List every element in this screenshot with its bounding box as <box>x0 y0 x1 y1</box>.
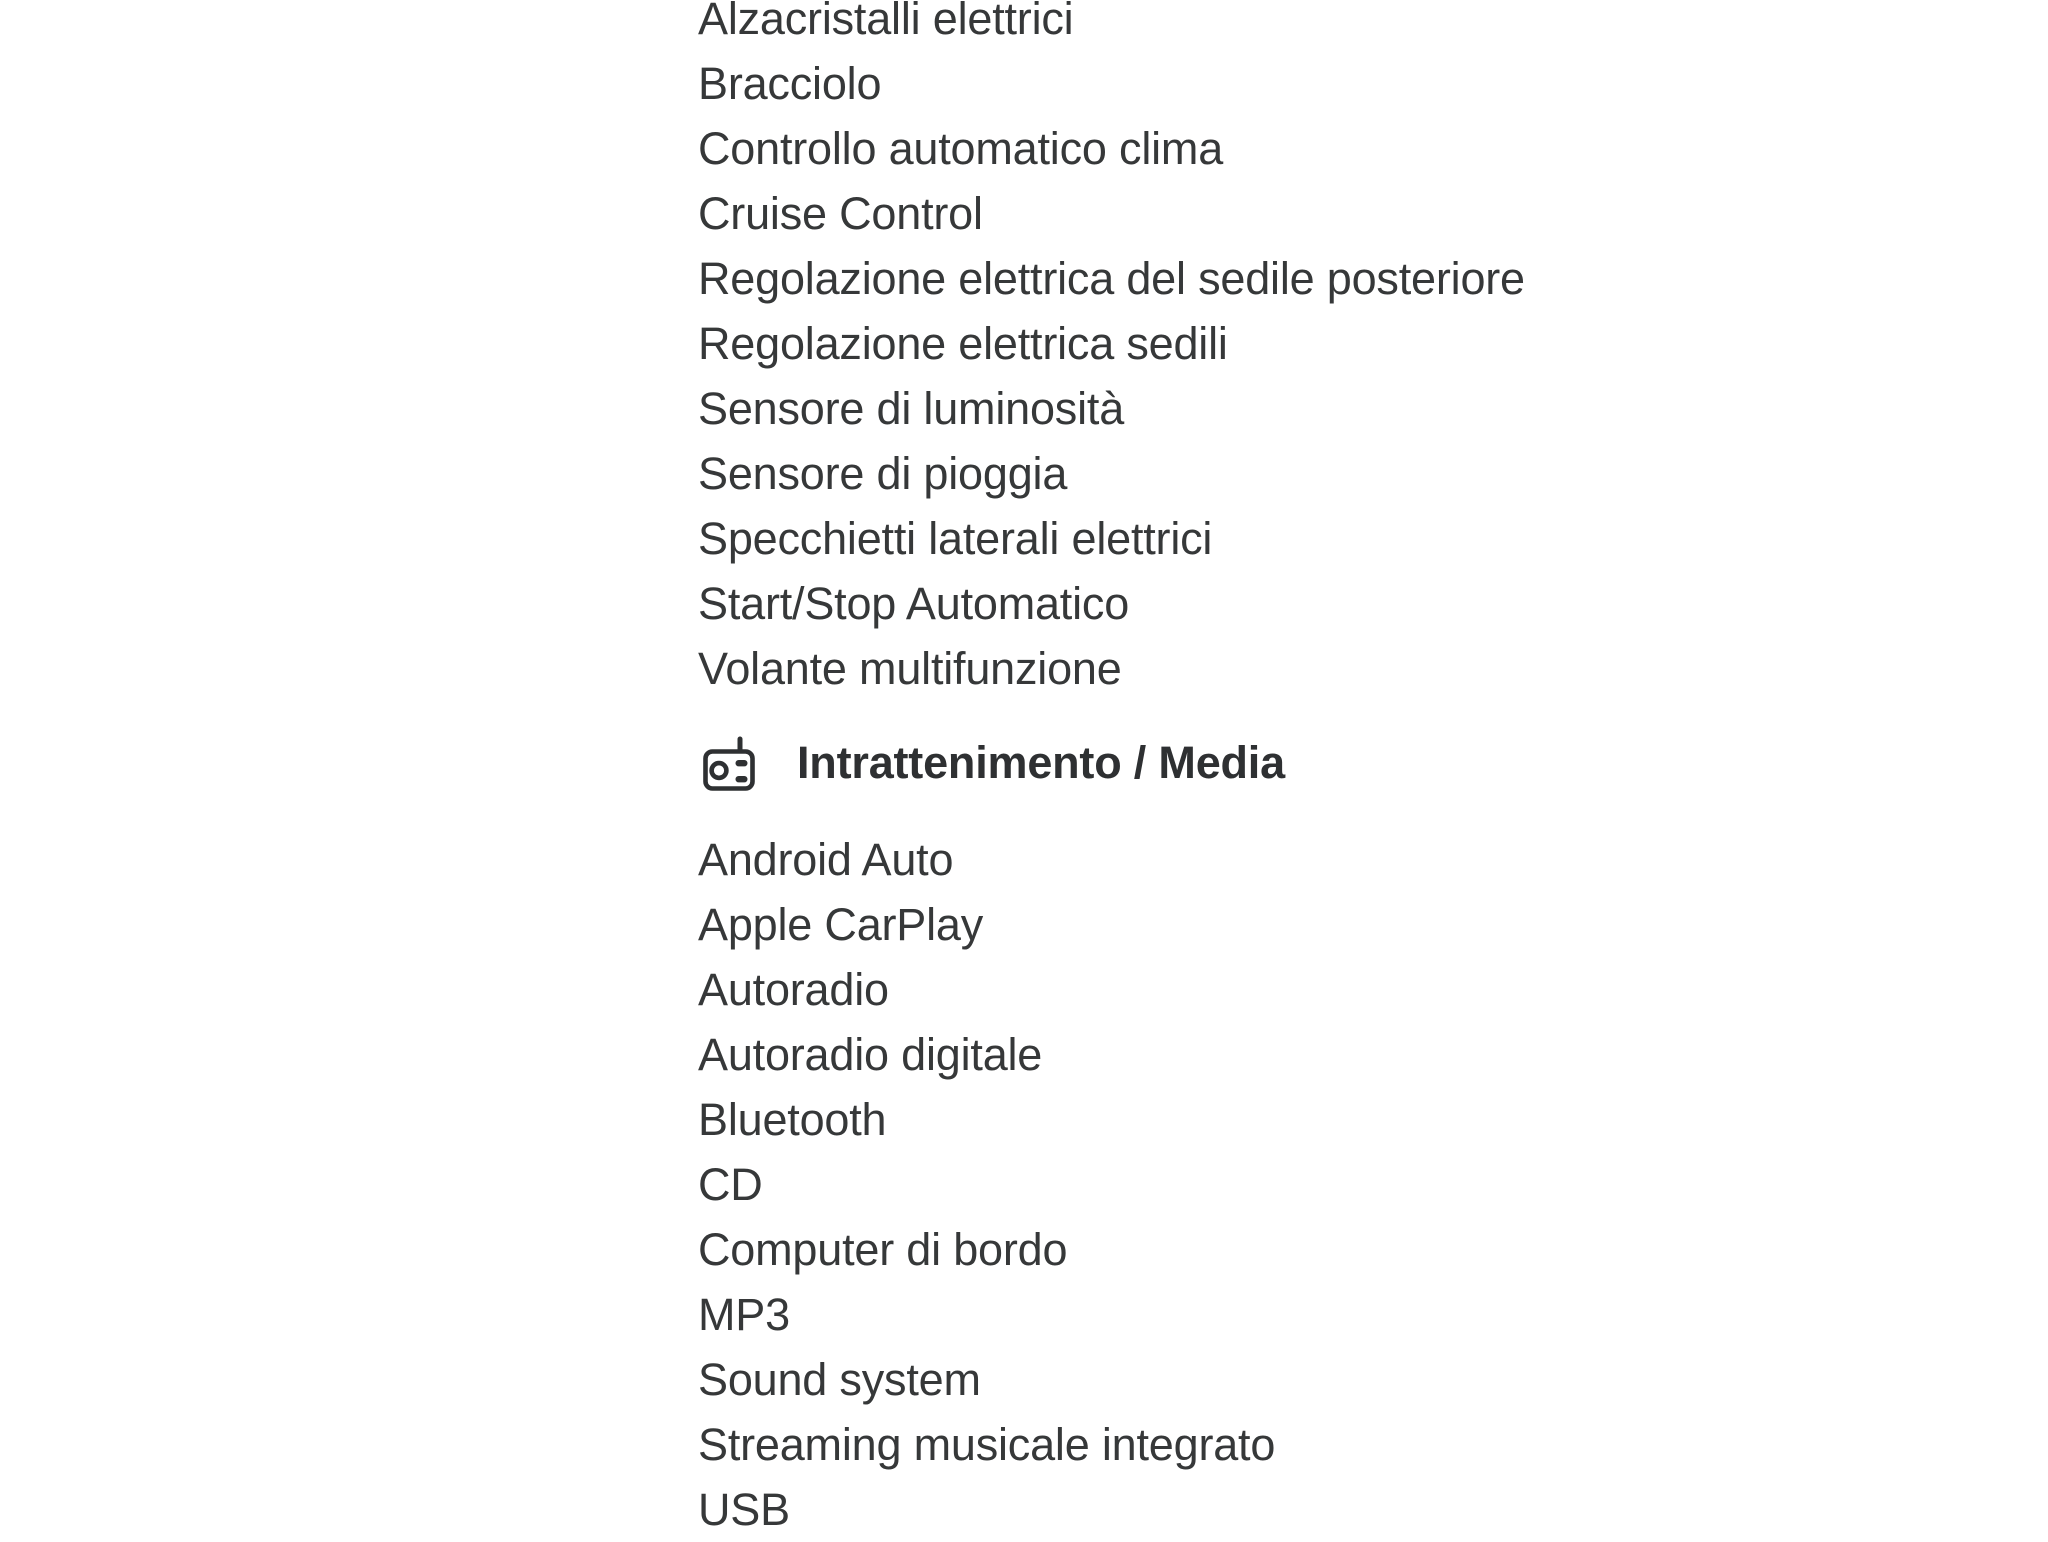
equipment-item: Apple CarPlay <box>698 899 984 950</box>
equipment-item: Alzacristalli elettrici <box>698 0 1074 44</box>
media-section-header <box>698 730 1898 795</box>
equipment-item: Sound system <box>698 1354 981 1405</box>
equipment-item: USB <box>698 1484 790 1535</box>
equipment-item: Regolazione elettrica sedili <box>698 318 1228 369</box>
equipment-item: Start/Stop Automatico <box>698 578 1130 629</box>
equipment-item: Regolazione elettrica del sedile posteriore <box>698 253 1525 304</box>
equipment-item: Computer di bordo <box>698 1224 1068 1275</box>
equipment-item: Android Auto <box>698 834 954 885</box>
equipment-item: Bluetooth <box>698 1094 887 1145</box>
equipment-item: Autoradio <box>698 964 889 1015</box>
equipment-item: Bracciolo <box>698 58 882 109</box>
equipment-item: Sensore di luminosità <box>698 383 1125 434</box>
equipment-list-comfort <box>698 0 1898 701</box>
equipment-section <box>698 0 1898 1542</box>
equipment-item: Streaming musicale integrato <box>698 1419 1276 1470</box>
equipment-item: Volante multifunzione <box>698 643 1122 694</box>
equipment-item: CD <box>698 1159 763 1210</box>
equipment-item: MP3 <box>698 1289 790 1340</box>
equipment-item: Sensore di pioggia <box>698 448 1068 499</box>
equipment-list-media <box>698 827 1898 1542</box>
radio-icon <box>703 735 755 791</box>
equipment-item: Cruise Control <box>698 188 983 239</box>
equipment-item: Autoradio digitale <box>698 1029 1043 1080</box>
media-section-title: Intrattenimento / Media <box>797 737 1285 788</box>
equipment-item: Specchietti laterali elettrici <box>698 513 1213 564</box>
equipment-item: Controllo automatico clima <box>698 123 1224 174</box>
